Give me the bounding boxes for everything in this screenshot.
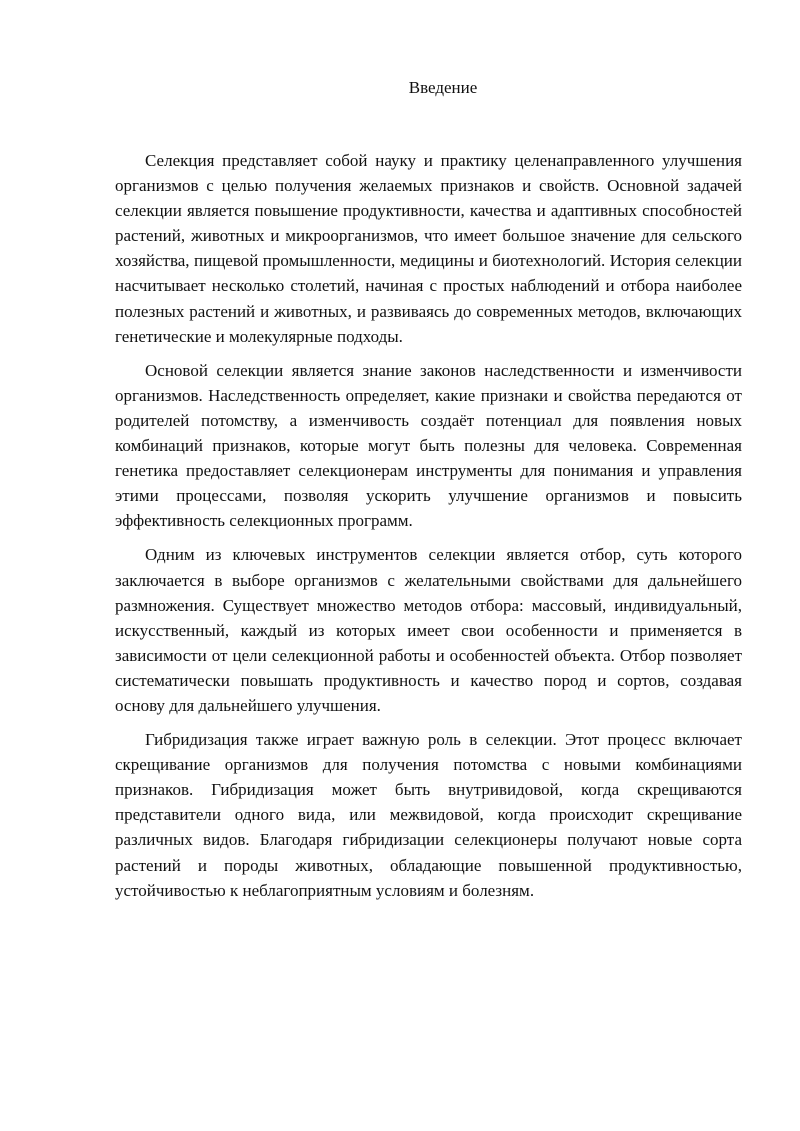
paragraph-selection: Одним из ключевых инструментов селекции является отбор, суть которого заключается в выборе организмов с желательными свойствами для дальнейшего размножения. Существует множество методов отбора: массовый, индивидуальный, искусственный, каждый из которых имеет свои особенности и применяется в зависимости от цели селекционной работы и особенностей объекта. Отбор позволяет систематически повышать продуктивность и качество пород и сортов, создавая основу для дальнейшего улучшения. bbox=[115, 545, 742, 715]
paragraph-hybridization: Гибридизация также играет важную роль в селекции. Этот процесс включает скрещивание организмов для получения потомства с новыми комбинациями признаков. Гибридизация может быть внутривидовой, когда скрещиваются представители одного вида, или межвидовой, когда происходит скрещивание различных видов. Благодаря гибридизации селекционеры получают новые сорта растений и породы животных, обладающие повышенной продуктивностью, устойчивостью к неблагоприятным условиям и болезням. bbox=[115, 730, 742, 900]
paragraph-intro: Селекция представляет собой науку и практику целенаправленного улучшения организмов с целью получения желаемых признаков и свойств. Основной задачей селекции является повышение продуктивности, качества и адаптивных способностей растений, животных и микроорганизмов, что имеет большое значение для сельского хозяйства, пищевой промышленности, медицины и биотехнологий. История селекции насчитывает несколько столетий, начиная с простых наблюдений и отбора наиболее полезных растений и животных, и развиваясь до современных методов, включающих генетические и молекулярные подходы. bbox=[115, 151, 742, 346]
document-body bbox=[115, 148, 742, 912]
paragraph-heredity: Основой селекции является знание законов наследственности и изменчивости организмов. Наследственность определяет, какие признаки и свойства передаются от родителей потомству, а изменчивость создаёт потенциал для появления новых комбинаций признаков, которые могут быть полезны для человека. Современная генетика предоставляет селекционерам инструменты для понимания и управления этими процессами, позволяя ускорить улучшение организмов и повысить эффективность селекционных программ. bbox=[115, 360, 742, 531]
page-title: Введение bbox=[408, 78, 478, 97]
